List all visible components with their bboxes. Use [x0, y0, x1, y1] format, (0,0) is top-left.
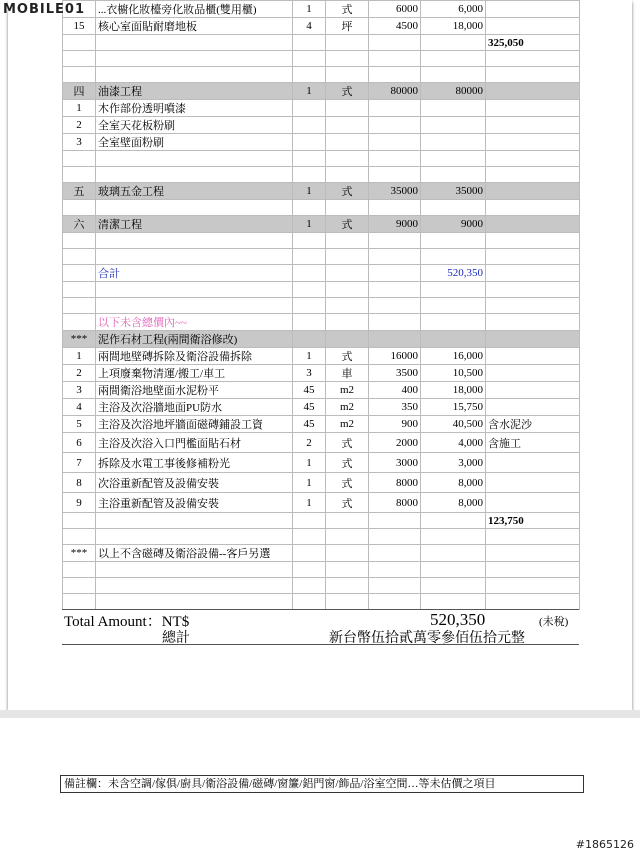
cell-unit: [326, 314, 369, 331]
cell-amt: 35000: [421, 183, 486, 200]
cell-note: [486, 134, 580, 151]
cell-desc: [96, 562, 293, 578]
cell-amt: [421, 167, 486, 183]
cell-note: [486, 298, 580, 314]
image-id: #1865126: [575, 838, 634, 851]
cell-amt: 10,500: [421, 365, 486, 382]
cell-desc: 全室天花板粉刷: [96, 117, 293, 134]
table-row: [63, 399, 580, 416]
cell-no: [63, 594, 96, 610]
cell-desc: 主浴及次浴牆地面PU防水: [96, 399, 293, 416]
cell-no: [63, 513, 96, 529]
cell-desc: 主浴重新配管及設備安裝: [96, 493, 293, 513]
table-row: [63, 200, 580, 216]
cell-unit: [326, 265, 369, 282]
cell-amt: [421, 282, 486, 298]
cell-desc: [96, 35, 293, 51]
cell-no: 1: [63, 348, 96, 365]
table-row: [63, 314, 580, 331]
cell-desc: 核心室面貼耐磨地板: [96, 18, 293, 35]
cell-amt: [421, 134, 486, 151]
table-row: [63, 216, 580, 233]
cell-note: [486, 167, 580, 183]
cell-amt: [421, 249, 486, 265]
cell-unit: m2: [326, 416, 369, 433]
cell-unit: [326, 249, 369, 265]
quotation-table: [62, 0, 580, 610]
cell-price: [369, 282, 421, 298]
cell-desc: [96, 578, 293, 594]
table-row: [63, 382, 580, 399]
cell-qty: [293, 233, 326, 249]
cell-amt: [421, 233, 486, 249]
cell-qty: [293, 200, 326, 216]
cell-amt: [421, 331, 486, 348]
cell-qty: [293, 298, 326, 314]
cell-qty: 1: [293, 216, 326, 233]
cell-desc: 兩間衛浴地壁面水泥粉平: [96, 382, 293, 399]
cell-no: 五: [63, 183, 96, 200]
cell-desc: [96, 151, 293, 167]
cell-no: 6: [63, 433, 96, 453]
cell-amt: 520,350: [421, 265, 486, 282]
cell-amt: 18,000: [421, 382, 486, 399]
cell-desc: [96, 200, 293, 216]
cell-desc: 以下未含總價內~~: [96, 314, 293, 331]
cell-qty: [293, 51, 326, 67]
cell-amt: [421, 594, 486, 610]
remark-box: 備註欄：未含空調/傢俱/廚具/衛浴設備/磁磚/窗簾/鋁門窗/飾品/浴室空間…等未估價之項目: [60, 775, 584, 793]
cell-note: [486, 233, 580, 249]
cell-price: [369, 545, 421, 562]
cell-price: 8000: [369, 473, 421, 493]
cell-note: [486, 51, 580, 67]
cell-qty: 1: [293, 1, 326, 18]
cell-no: 3: [63, 134, 96, 151]
cell-price: 2000: [369, 433, 421, 453]
cell-no: [63, 314, 96, 331]
cell-price: [369, 117, 421, 134]
cell-qty: 45: [293, 416, 326, 433]
cell-note: [486, 117, 580, 134]
cell-desc: [96, 298, 293, 314]
cell-amt: [421, 298, 486, 314]
cell-qty: [293, 282, 326, 298]
total-value: 520,350: [430, 610, 486, 629]
cell-unit: m2: [326, 399, 369, 416]
cell-qty: [293, 578, 326, 594]
cell-amt: 80000: [421, 83, 486, 100]
cell-note: [486, 183, 580, 200]
cell-no: 4: [63, 399, 96, 416]
table-row: [63, 473, 580, 493]
cell-desc: [96, 594, 293, 610]
table-row: [63, 51, 580, 67]
cell-qty: [293, 249, 326, 265]
table-row: [63, 134, 580, 151]
cell-qty: [293, 529, 326, 545]
total-label: Total Amount：NT$: [64, 614, 190, 630]
cell-note: [486, 493, 580, 513]
cell-note: [486, 453, 580, 473]
cell-unit: [326, 134, 369, 151]
cell-qty: [293, 331, 326, 348]
cell-note: [486, 265, 580, 282]
cell-no: 7: [63, 453, 96, 473]
cell-desc: 玻璃五金工程: [96, 183, 293, 200]
cell-amt: [421, 314, 486, 331]
cell-qty: [293, 151, 326, 167]
table-row: [63, 453, 580, 473]
cell-price: [369, 314, 421, 331]
table-row: [63, 493, 580, 513]
cell-note: [486, 473, 580, 493]
cell-note: [486, 151, 580, 167]
cell-qty: 1: [293, 83, 326, 100]
cell-no: ***: [63, 331, 96, 348]
cell-amt: 8,000: [421, 473, 486, 493]
cell-note: [486, 545, 580, 562]
cell-unit: 式: [326, 473, 369, 493]
cell-note: [486, 348, 580, 365]
cell-price: [369, 200, 421, 216]
table-row: [63, 167, 580, 183]
cell-qty: [293, 134, 326, 151]
cell-unit: [326, 331, 369, 348]
cell-note: [486, 578, 580, 594]
cell-note: [486, 594, 580, 610]
cell-amt: 16,000: [421, 348, 486, 365]
cell-no: [63, 151, 96, 167]
watermark-logo: MOBILE01: [3, 2, 85, 17]
cell-price: [369, 298, 421, 314]
cell-note: [486, 67, 580, 83]
cell-desc: 以上不含磁磚及衛浴設備--客戶另選: [96, 545, 293, 562]
cell-price: [369, 513, 421, 529]
cell-price: 6000: [369, 1, 421, 18]
cell-unit: [326, 298, 369, 314]
cell-unit: [326, 562, 369, 578]
cell-unit: [326, 200, 369, 216]
cell-no: [63, 529, 96, 545]
cell-no: 3: [63, 382, 96, 399]
cell-unit: [326, 513, 369, 529]
cell-sub: 123,750: [486, 513, 580, 529]
cell-no: [63, 282, 96, 298]
cell-unit: 式: [326, 1, 369, 18]
cell-amt: [421, 100, 486, 117]
cell-note: [486, 331, 580, 348]
cell-price: 35000: [369, 183, 421, 200]
cell-desc: [96, 67, 293, 83]
cell-no: [63, 200, 96, 216]
table-row: [63, 282, 580, 298]
cell-price: 9000: [369, 216, 421, 233]
cell-unit: 式: [326, 453, 369, 473]
cell-qty: 45: [293, 382, 326, 399]
cell-no: [63, 578, 96, 594]
cell-no: [63, 249, 96, 265]
cell-note: [486, 282, 580, 298]
cell-qty: [293, 167, 326, 183]
cell-note: [486, 562, 580, 578]
cell-desc: 上項廢棄物清運/搬工/車工: [96, 365, 293, 382]
table-row: [63, 18, 580, 35]
cell-qty: 2: [293, 433, 326, 453]
cell-qty: 1: [293, 493, 326, 513]
cell-qty: [293, 314, 326, 331]
cell-desc: [96, 167, 293, 183]
cell-desc: 泥作石材工程(兩間衛浴修改): [96, 331, 293, 348]
total-words: 新台幣伍拾貳萬零參佰伍拾元整: [329, 631, 525, 646]
cell-desc: [96, 529, 293, 545]
cell-desc: 全室壁面粉刷: [96, 134, 293, 151]
cell-price: [369, 167, 421, 183]
table-row: [63, 117, 580, 134]
cell-note: [486, 200, 580, 216]
cell-no: [63, 167, 96, 183]
cell-no: [63, 51, 96, 67]
cell-price: [369, 594, 421, 610]
cell-no: 5: [63, 416, 96, 433]
cell-note: 含施工: [486, 433, 580, 453]
cell-unit: [326, 67, 369, 83]
cell-qty: [293, 545, 326, 562]
cell-unit: [326, 100, 369, 117]
cell-price: [369, 578, 421, 594]
cell-price: [369, 35, 421, 51]
cell-desc: [96, 282, 293, 298]
cell-unit: [326, 51, 369, 67]
cell-note: [486, 399, 580, 416]
cell-sub: 325,050: [486, 35, 580, 51]
cell-note: [486, 100, 580, 117]
cell-price: 400: [369, 382, 421, 399]
cell-amt: 15,750: [421, 399, 486, 416]
cell-desc: 兩間地壁磚拆除及衛浴設備拆除: [96, 348, 293, 365]
cell-price: [369, 562, 421, 578]
cell-price: [369, 249, 421, 265]
cell-unit: [326, 233, 369, 249]
cell-no: 15: [63, 18, 96, 35]
cell-qty: 45: [293, 399, 326, 416]
cell-unit: [326, 151, 369, 167]
cell-note: [486, 529, 580, 545]
cell-desc: [96, 233, 293, 249]
table-row: [63, 513, 580, 529]
cell-price: [369, 134, 421, 151]
cell-amt: [421, 200, 486, 216]
cell-note: [486, 249, 580, 265]
table-row: [63, 348, 580, 365]
cell-price: [369, 529, 421, 545]
cell-note: [486, 1, 580, 18]
cell-price: 3000: [369, 453, 421, 473]
cell-desc: [96, 249, 293, 265]
cell-no: [63, 35, 96, 51]
cell-desc: [96, 513, 293, 529]
cell-amt: 40,500: [421, 416, 486, 433]
table-row: [63, 83, 580, 100]
cell-unit: [326, 545, 369, 562]
cell-no: 1: [63, 100, 96, 117]
cell-unit: [326, 594, 369, 610]
cell-desc: 主浴及次浴入口門檻面貼石材: [96, 433, 293, 453]
cell-no: [63, 265, 96, 282]
cell-no: [63, 298, 96, 314]
cell-price: [369, 331, 421, 348]
table-row: [63, 298, 580, 314]
cell-no: 9: [63, 493, 96, 513]
cell-price: 80000: [369, 83, 421, 100]
table-row: [63, 100, 580, 117]
cell-desc: 清潔工程: [96, 216, 293, 233]
cell-no: [63, 67, 96, 83]
cell-amt: 4,000: [421, 433, 486, 453]
cell-note: [486, 365, 580, 382]
cell-unit: 式: [326, 348, 369, 365]
table-row: [63, 594, 580, 610]
cell-qty: [293, 513, 326, 529]
cell-no: 2: [63, 117, 96, 134]
cell-qty: [293, 67, 326, 83]
cell-no: 四: [63, 83, 96, 100]
cell-unit: [326, 529, 369, 545]
cell-price: 3500: [369, 365, 421, 382]
cell-qty: 4: [293, 18, 326, 35]
cell-unit: [326, 35, 369, 51]
cell-note: [486, 382, 580, 399]
cell-price: 900: [369, 416, 421, 433]
cell-amt: [421, 67, 486, 83]
cell-price: 350: [369, 399, 421, 416]
cell-no: [63, 562, 96, 578]
cell-price: [369, 51, 421, 67]
cell-qty: [293, 35, 326, 51]
cell-unit: [326, 578, 369, 594]
cell-unit: [326, 117, 369, 134]
cell-price: 16000: [369, 348, 421, 365]
cell-price: 4500: [369, 18, 421, 35]
cell-desc: 合計: [96, 265, 293, 282]
tax-note: (未稅): [539, 616, 569, 628]
cell-price: 8000: [369, 493, 421, 513]
cell-price: [369, 100, 421, 117]
cell-amt: 9000: [421, 216, 486, 233]
table-row: [63, 151, 580, 167]
cell-desc: [96, 51, 293, 67]
cell-amt: [421, 35, 486, 51]
table-row: [63, 35, 580, 51]
table-row: [63, 365, 580, 382]
cell-desc: ...衣櫥化妝檯旁化妝品櫃(雙用櫃): [96, 1, 293, 18]
table-row: [63, 233, 580, 249]
cell-desc: 油漆工程: [96, 83, 293, 100]
cell-qty: 1: [293, 183, 326, 200]
cell-unit: 式: [326, 433, 369, 453]
table-row: [63, 265, 580, 282]
cell-desc: 次浴重新配管及設備安裝: [96, 473, 293, 493]
cell-qty: [293, 594, 326, 610]
cell-unit: 坪: [326, 18, 369, 35]
table-row: [63, 578, 580, 594]
cell-unit: 式: [326, 83, 369, 100]
cell-qty: [293, 562, 326, 578]
cell-amt: 6,000: [421, 1, 486, 18]
cell-qty: 1: [293, 348, 326, 365]
cell-amt: [421, 117, 486, 134]
cell-qty: [293, 100, 326, 117]
cell-amt: 18,000: [421, 18, 486, 35]
cell-qty: 1: [293, 473, 326, 493]
table-row: [63, 433, 580, 453]
cell-desc: 拆除及水電工事後修補粉光: [96, 453, 293, 473]
cell-note: [486, 18, 580, 35]
cell-amt: [421, 151, 486, 167]
cell-note: [486, 83, 580, 100]
cell-no: 2: [63, 365, 96, 382]
cell-unit: 車: [326, 365, 369, 382]
cell-unit: 式: [326, 183, 369, 200]
cell-note: [486, 216, 580, 233]
cell-amt: [421, 562, 486, 578]
cell-no: [63, 233, 96, 249]
cell-amt: [421, 529, 486, 545]
cell-price: [369, 151, 421, 167]
cell-unit: 式: [326, 493, 369, 513]
total-block: [62, 609, 579, 645]
cell-price: [369, 67, 421, 83]
cell-no: 8: [63, 473, 96, 493]
cell-amt: 8,000: [421, 493, 486, 513]
cell-unit: m2: [326, 382, 369, 399]
cell-qty: 1: [293, 453, 326, 473]
cell-amt: [421, 578, 486, 594]
cell-qty: [293, 117, 326, 134]
cell-no: ***: [63, 545, 96, 562]
table-row: [63, 416, 580, 433]
cell-amt: [421, 513, 486, 529]
cell-unit: [326, 282, 369, 298]
table-row: [63, 67, 580, 83]
cell-amt: 3,000: [421, 453, 486, 473]
cell-amt: [421, 545, 486, 562]
cell-desc: 主浴及次浴地坪牆面磁磚鋪設工資: [96, 416, 293, 433]
cell-note: [486, 314, 580, 331]
cell-amt: [421, 51, 486, 67]
table-row: [63, 529, 580, 545]
cell-price: [369, 233, 421, 249]
table-row: [63, 249, 580, 265]
cell-unit: 式: [326, 216, 369, 233]
table-row: [63, 545, 580, 562]
table-row: [63, 562, 580, 578]
cell-unit: [326, 167, 369, 183]
page-gap: [0, 710, 640, 718]
cell-qty: 3: [293, 365, 326, 382]
cell-qty: [293, 265, 326, 282]
cell-price: [369, 265, 421, 282]
table-row: [63, 1, 580, 18]
table-row: [63, 183, 580, 200]
table-row: [63, 331, 580, 348]
cell-desc: 木作部份透明噴漆: [96, 100, 293, 117]
total-label-zh: 總計: [162, 631, 190, 646]
cell-note: 含水泥沙: [486, 416, 580, 433]
cell-no: 六: [63, 216, 96, 233]
